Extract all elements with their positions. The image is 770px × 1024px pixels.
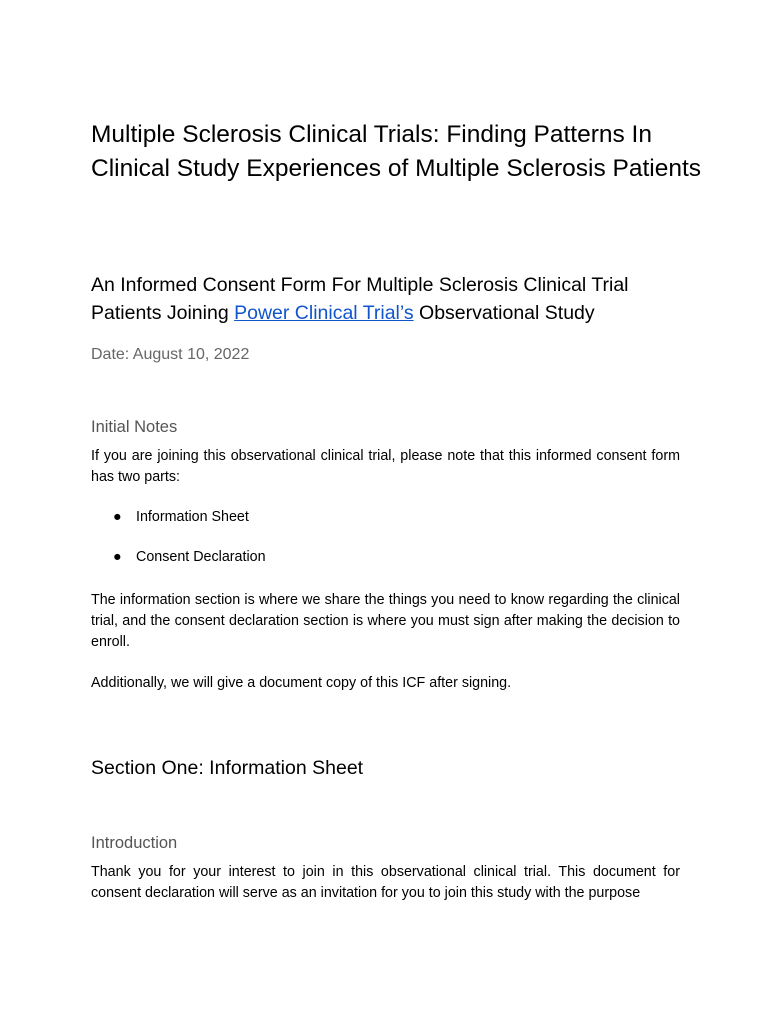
bullet-icon: ● xyxy=(113,549,122,565)
introduction-heading: Introduction xyxy=(91,834,178,852)
section-one-heading: Section One: Information Sheet xyxy=(91,757,364,779)
paragraph: The information section is where we share the things you need to know regarding the clinical trial, and the consent declaration section is where you must sign after making the decision to enroll. xyxy=(91,592,680,650)
paragraph: Additionally, we will give a document copy of this ICF after signing. xyxy=(91,675,512,691)
document-subtitle xyxy=(91,271,691,327)
subtitle-text-end: Observational Study xyxy=(413,302,595,324)
power-clinical-trial-link[interactable]: Power Clinical Trial’s xyxy=(234,302,414,324)
paragraph: Thank you for your interest to join in this observational clinical trial. This document for consent declaration will serve as an invitation for you to join this study with the purpose xyxy=(91,864,680,901)
document-date: Date: August 10, 2022 xyxy=(91,346,250,363)
subtitle-text: An Informed Consent Form For Multiple Sclerosis Clinical Trial Patients Joining xyxy=(91,274,629,324)
list-item xyxy=(113,509,249,525)
list-item-label: Information Sheet xyxy=(136,509,249,525)
document-title: Multiple Sclerosis Clinical Trials: Finding Patterns In Clinical Study Experiences of Multiple Sclerosis Patients xyxy=(91,121,702,182)
initial-notes-heading: Initial Notes xyxy=(91,418,178,436)
list-item xyxy=(113,549,266,565)
bullet-icon: ● xyxy=(113,509,122,525)
initial-notes-intro: If you are joining this observational clinical trial, please note that this informed consent form has two parts: xyxy=(91,448,680,485)
list-item-label: Consent Declaration xyxy=(136,549,266,565)
